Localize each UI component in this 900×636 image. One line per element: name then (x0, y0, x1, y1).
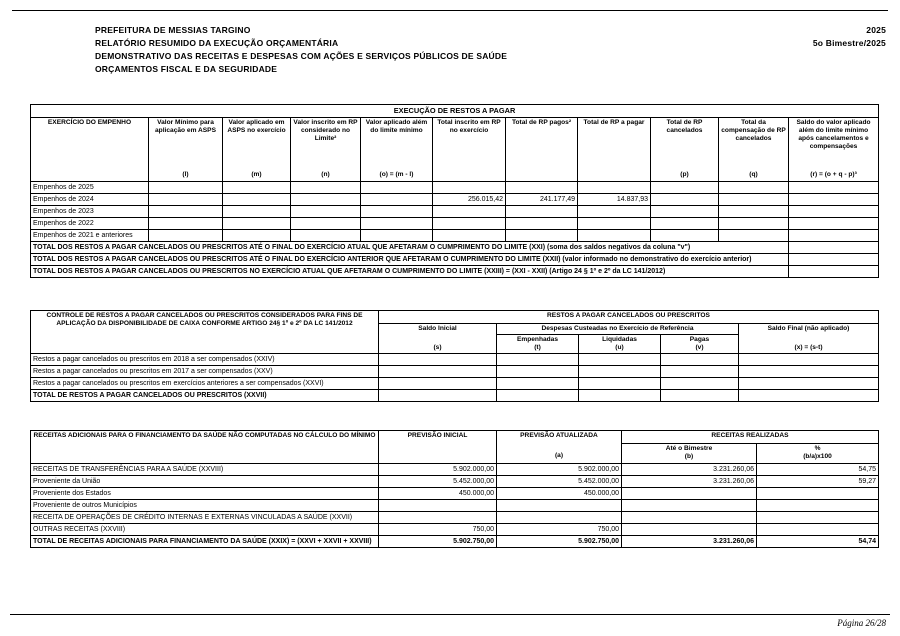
total-row-value (789, 242, 879, 254)
cell (223, 218, 291, 230)
cell: 256.015,42 (433, 194, 506, 206)
row-label: Empenhos de 2024 (31, 194, 149, 206)
cell (757, 512, 879, 524)
cell (379, 500, 497, 512)
column-label: Total de RP a pagar (583, 119, 645, 126)
row-label: Proveniente dos Estados (31, 488, 379, 500)
cell (433, 206, 506, 218)
row-label: RECEITA DE OPERAÇÕES DE CRÉDITO INTERNAS E EXTERNAS VINCULADAS A SAÚDE (XXVII) (31, 512, 379, 524)
table-row (31, 464, 879, 476)
cell (361, 206, 433, 218)
column-code: (b/a)x100 (803, 453, 832, 460)
report-year: 2025 (866, 25, 886, 35)
cell: 3.231.260,06 (622, 464, 757, 476)
page-footer (10, 614, 890, 628)
report-subtitle: DEMONSTRATIVO DAS RECEITAS E DESPESAS COM AÇÕES E SERVIÇOS PÚBLICOS DE SAÚDE (95, 51, 508, 61)
col-valor-minimo-asps (149, 118, 223, 182)
total-cell: 54,74 (757, 536, 879, 548)
cell (433, 182, 506, 194)
table-row (31, 366, 879, 378)
column-label: Valor aplicado em ASPS no exercício (227, 119, 286, 134)
column-code: (p) (680, 171, 689, 178)
cell: 54,75 (757, 464, 879, 476)
table2-left-title: CONTROLE DE RESTOS A PAGAR CANCELADOS OU PRESCRITOS CONSIDERADOS PARA FINS DE APLICAÇÃO DA DISPONIBILIDADE DE CAIXA CONFORME ARTIGO 24§ 1º e 2º DA LC 141/2012 (31, 311, 379, 354)
page-header-right (813, 24, 886, 76)
top-rule (12, 10, 888, 11)
row-label: Proveniente da União (31, 476, 379, 488)
cell (506, 218, 578, 230)
cell: 750,00 (379, 524, 497, 536)
receitas-adicionais-table (30, 430, 879, 548)
cell (149, 230, 223, 242)
col-pagas (661, 335, 739, 354)
col-group-despesas-custeadas: Despesas Custeadas no Exercício de Referência (497, 324, 739, 335)
cell (379, 366, 497, 378)
cell (719, 218, 789, 230)
col-valor-aplicado-asps (223, 118, 291, 182)
table-row (31, 378, 879, 390)
cell: 241.177,49 (506, 194, 578, 206)
row-label: Empenhos de 2023 (31, 206, 149, 218)
cell: 5.902.000,00 (497, 464, 622, 476)
cell (361, 194, 433, 206)
row-label: Restos a pagar cancelados ou prescritos em exercícios anteriores a ser compensados (XXVI) (31, 378, 379, 390)
column-label: PREVISÃO INICIAL (407, 432, 468, 439)
column-label: Saldo Inicial (418, 325, 457, 332)
col-ate-o-bimestre (622, 444, 757, 464)
cell: 5.452.000,00 (497, 476, 622, 488)
row-label: Proveniente de outros Municípios (31, 500, 379, 512)
column-code: (v) (695, 344, 704, 351)
cell (579, 378, 661, 390)
total-cell: 5.902.750,00 (497, 536, 622, 548)
cell (651, 230, 719, 242)
cell (149, 206, 223, 218)
total-row-label: TOTAL DOS RESTOS A PAGAR CANCELADOS OU PRESCRITOS ATÉ O FINAL DO EXERCÍCIO ANTERIOR QUE AFETARAM O CUMPRIMENTO DO LIMITE (XXII) (valor informado no demonstrativo do exercício anterior) (31, 254, 789, 266)
cell (719, 182, 789, 194)
cell (361, 182, 433, 194)
cell (757, 500, 879, 512)
table-row (31, 182, 879, 194)
cell (361, 230, 433, 242)
col-total-rp-pagos (506, 118, 578, 182)
total-cell (497, 390, 579, 402)
page-header-left (95, 24, 507, 76)
table-row (31, 105, 879, 118)
col-valor-alem-limite (361, 118, 433, 182)
cell (149, 218, 223, 230)
cell (719, 230, 789, 242)
total-cell (379, 390, 497, 402)
table-row (31, 354, 879, 366)
entity-name: PREFEITURA DE MESSIAS TARGINO (95, 25, 251, 35)
table-row (31, 242, 879, 254)
report-period: 5o Bimestre/2025 (812, 38, 886, 48)
column-label: Total de RP cancelados (666, 119, 703, 134)
col-valor-inscrito-rp (291, 118, 361, 182)
cell (651, 194, 719, 206)
col-total-inscrito-rp (433, 118, 506, 182)
column-code: (o) = (m - l) (379, 171, 414, 178)
page-number: Página 26/28 (837, 618, 886, 628)
total-row-label: TOTAL DE RECEITAS ADICIONAIS PARA FINANCIAMENTO DA SAÚDE (XXIX) = (XXVI + XXVII + XXVIII) (31, 536, 379, 548)
total-cell (661, 390, 739, 402)
col-exercicio-empenho (31, 118, 149, 182)
cell (661, 354, 739, 366)
cell: 450.000,00 (379, 488, 497, 500)
cell (622, 500, 757, 512)
column-code: (b) (684, 453, 694, 460)
cell (719, 194, 789, 206)
col-total-rp-a-pagar (578, 118, 651, 182)
table-row (31, 512, 879, 524)
cell (622, 488, 757, 500)
col-total-rp-cancelados (651, 118, 719, 182)
cell (506, 182, 578, 194)
cell (651, 182, 719, 194)
table3-left-title: RECEITAS ADICIONAIS PARA O FINANCIAMENTO DA SAÚDE NÃO COMPUTADAS NO CÁLCULO DO MÍNIMO (31, 431, 379, 464)
table-row (31, 476, 879, 488)
column-code: (m) (251, 171, 262, 178)
column-label: % (814, 445, 821, 452)
table-row (31, 118, 879, 182)
cell (223, 230, 291, 242)
cell: 750,00 (497, 524, 622, 536)
row-label: Restos a pagar cancelados ou prescritos em 2017 a ser compensados (XXV) (31, 366, 379, 378)
cell (579, 366, 661, 378)
cell (291, 230, 361, 242)
column-label: Até o Bimestre (665, 445, 713, 452)
column-label: Total da compensação de RP cancelados (721, 119, 786, 142)
report-title: RELATÓRIO RESUMIDO DA EXECUÇÃO ORÇAMENTÁRIA (95, 38, 339, 48)
column-code: (u) (615, 344, 624, 351)
col-saldo-apos-cancelamentos (789, 118, 879, 182)
cell (789, 206, 879, 218)
cell (578, 182, 651, 194)
cell (661, 366, 739, 378)
table-row (31, 390, 879, 402)
table1-title: EXECUÇÃO DE RESTOS A PAGAR (31, 105, 879, 118)
total-row-label: TOTAL DE RESTOS A PAGAR CANCELADOS OU PRESCRITOS (XXVII) (31, 390, 379, 402)
column-code: (x) = (s-t) (794, 344, 823, 351)
cell (578, 218, 651, 230)
cell (291, 218, 361, 230)
cell (739, 366, 879, 378)
total-cell (579, 390, 661, 402)
col-saldo-inicial (379, 324, 497, 354)
cell (757, 524, 879, 536)
cell (789, 230, 879, 242)
table-row (31, 536, 879, 548)
cell (379, 354, 497, 366)
total-cell: 5.902.750,00 (379, 536, 497, 548)
column-code: (n) (321, 171, 330, 178)
column-label: Valor Mínimo para aplicação em ASPS (155, 119, 216, 134)
table2-group-title: RESTOS A PAGAR CANCELADOS OU PRESCRITOS (379, 311, 879, 324)
cell: 59,27 (757, 476, 879, 488)
column-label: Valor inscrito em RP considerado no Limite² (293, 119, 358, 142)
column-code: (a) (554, 452, 564, 459)
cell (789, 194, 879, 206)
page-header (95, 24, 886, 76)
row-label: RECEITAS DE TRANSFERÊNCIAS PARA A SAÚDE (XXVIII) (31, 464, 379, 476)
cell (506, 206, 578, 218)
col-percentual (757, 444, 879, 464)
total-row-label: TOTAL DOS RESTOS A PAGAR CANCELADOS OU PRESCRITOS ATÉ O FINAL DO EXERCÍCIO ATUAL QUE AFETARAM O CUMPRIMENTO DO LIMITE (XXI) (soma dos saldos negativos da coluna "v") (31, 242, 789, 254)
col-group-receitas-realizadas: RECEITAS REALIZADAS (622, 431, 879, 444)
cell (739, 354, 879, 366)
column-label: Valor aplicado além do limite mínimo (365, 119, 428, 134)
row-label: Empenhos de 2021 e anteriores (31, 230, 149, 242)
cell (223, 206, 291, 218)
cell (622, 524, 757, 536)
cell (757, 488, 879, 500)
cell: 450.000,00 (497, 488, 622, 500)
column-label: PREVISÃO ATUALIZADA (520, 432, 598, 439)
column-code: (q) (749, 171, 758, 178)
cell (379, 378, 497, 390)
row-label: OUTRAS RECEITAS (XXVIII) (31, 524, 379, 536)
table-row (31, 218, 879, 230)
execucao-restos-a-pagar-table (30, 104, 879, 278)
cell (497, 500, 622, 512)
cell (739, 378, 879, 390)
total-cell (739, 390, 879, 402)
cell (291, 194, 361, 206)
table-row (31, 311, 879, 324)
cell (579, 354, 661, 366)
column-label: Liquidadas (602, 336, 637, 343)
cell (379, 512, 497, 524)
cell (497, 512, 622, 524)
cell (149, 194, 223, 206)
total-row-label: TOTAL DOS RESTOS A PAGAR CANCELADOS OU PRESCRITOS NO EXERCÍCIO ATUAL QUE AFETARAM O CUMPRIMENTO DO LIMITE (XXIII) = (XXI - XXII) (Artigo 24 § 1º e 2º da LC 141/2012) (31, 266, 789, 278)
table-row (31, 488, 879, 500)
cell (223, 194, 291, 206)
column-label: Saldo do valor aplicado além do limite mínimo após cancelamentos e compensações (796, 119, 871, 150)
column-code: (s) (433, 344, 442, 351)
total-row-value (789, 254, 879, 266)
col-saldo-final (739, 324, 879, 354)
table-row (31, 431, 879, 444)
column-label: Saldo Final (não aplicado) (767, 325, 850, 332)
col-total-compensacao (719, 118, 789, 182)
row-label: Restos a pagar cancelados ou prescritos em 2018 a ser compensados (XXIV) (31, 354, 379, 366)
cell (506, 230, 578, 242)
cell (433, 230, 506, 242)
cell (789, 182, 879, 194)
table-row (31, 254, 879, 266)
total-cell: 3.231.260,06 (622, 536, 757, 548)
cell (361, 218, 433, 230)
column-label: EXERCÍCIO DO EMPENHO (47, 119, 132, 126)
row-label: Empenhos de 2022 (31, 218, 149, 230)
cell: 5.902.000,00 (379, 464, 497, 476)
cell (719, 206, 789, 218)
cell (622, 512, 757, 524)
cell (291, 206, 361, 218)
column-label: Pagas (689, 336, 710, 343)
column-code: (r) = (o + q - p)³ (810, 171, 857, 178)
cell (497, 366, 579, 378)
cell (661, 378, 739, 390)
cell (291, 182, 361, 194)
cell (223, 182, 291, 194)
column-code: (t) (534, 344, 541, 351)
cell (497, 378, 579, 390)
controle-rp-cancelados-table (30, 310, 879, 402)
cell (578, 230, 651, 242)
table-row (31, 524, 879, 536)
cell (789, 218, 879, 230)
cell: 5.452.000,00 (379, 476, 497, 488)
table-row (31, 194, 879, 206)
column-label: Total de RP pagos² (511, 119, 572, 126)
total-row-value (789, 266, 879, 278)
cell: 3.231.260,06 (622, 476, 757, 488)
cell (149, 182, 223, 194)
column-label: Empenhadas (516, 336, 559, 343)
col-empenhadas (497, 335, 579, 354)
table-row (31, 500, 879, 512)
column-code: (l) (182, 171, 189, 178)
table-row (31, 230, 879, 242)
budget-scope: ORÇAMENTOS FISCAL E DA SEGURIDADE (95, 64, 278, 74)
col-previsao-inicial (379, 431, 497, 464)
column-label: Total inscrito em RP no exercício (437, 119, 501, 134)
col-previsao-atualizada (497, 431, 622, 464)
row-label: Empenhos de 2025 (31, 182, 149, 194)
cell: 14.837,93 (578, 194, 651, 206)
cell (651, 206, 719, 218)
cell (497, 354, 579, 366)
cell (433, 218, 506, 230)
cell (578, 206, 651, 218)
table-row (31, 206, 879, 218)
cell (651, 218, 719, 230)
col-liquidadas (579, 335, 661, 354)
table-row (31, 266, 879, 278)
